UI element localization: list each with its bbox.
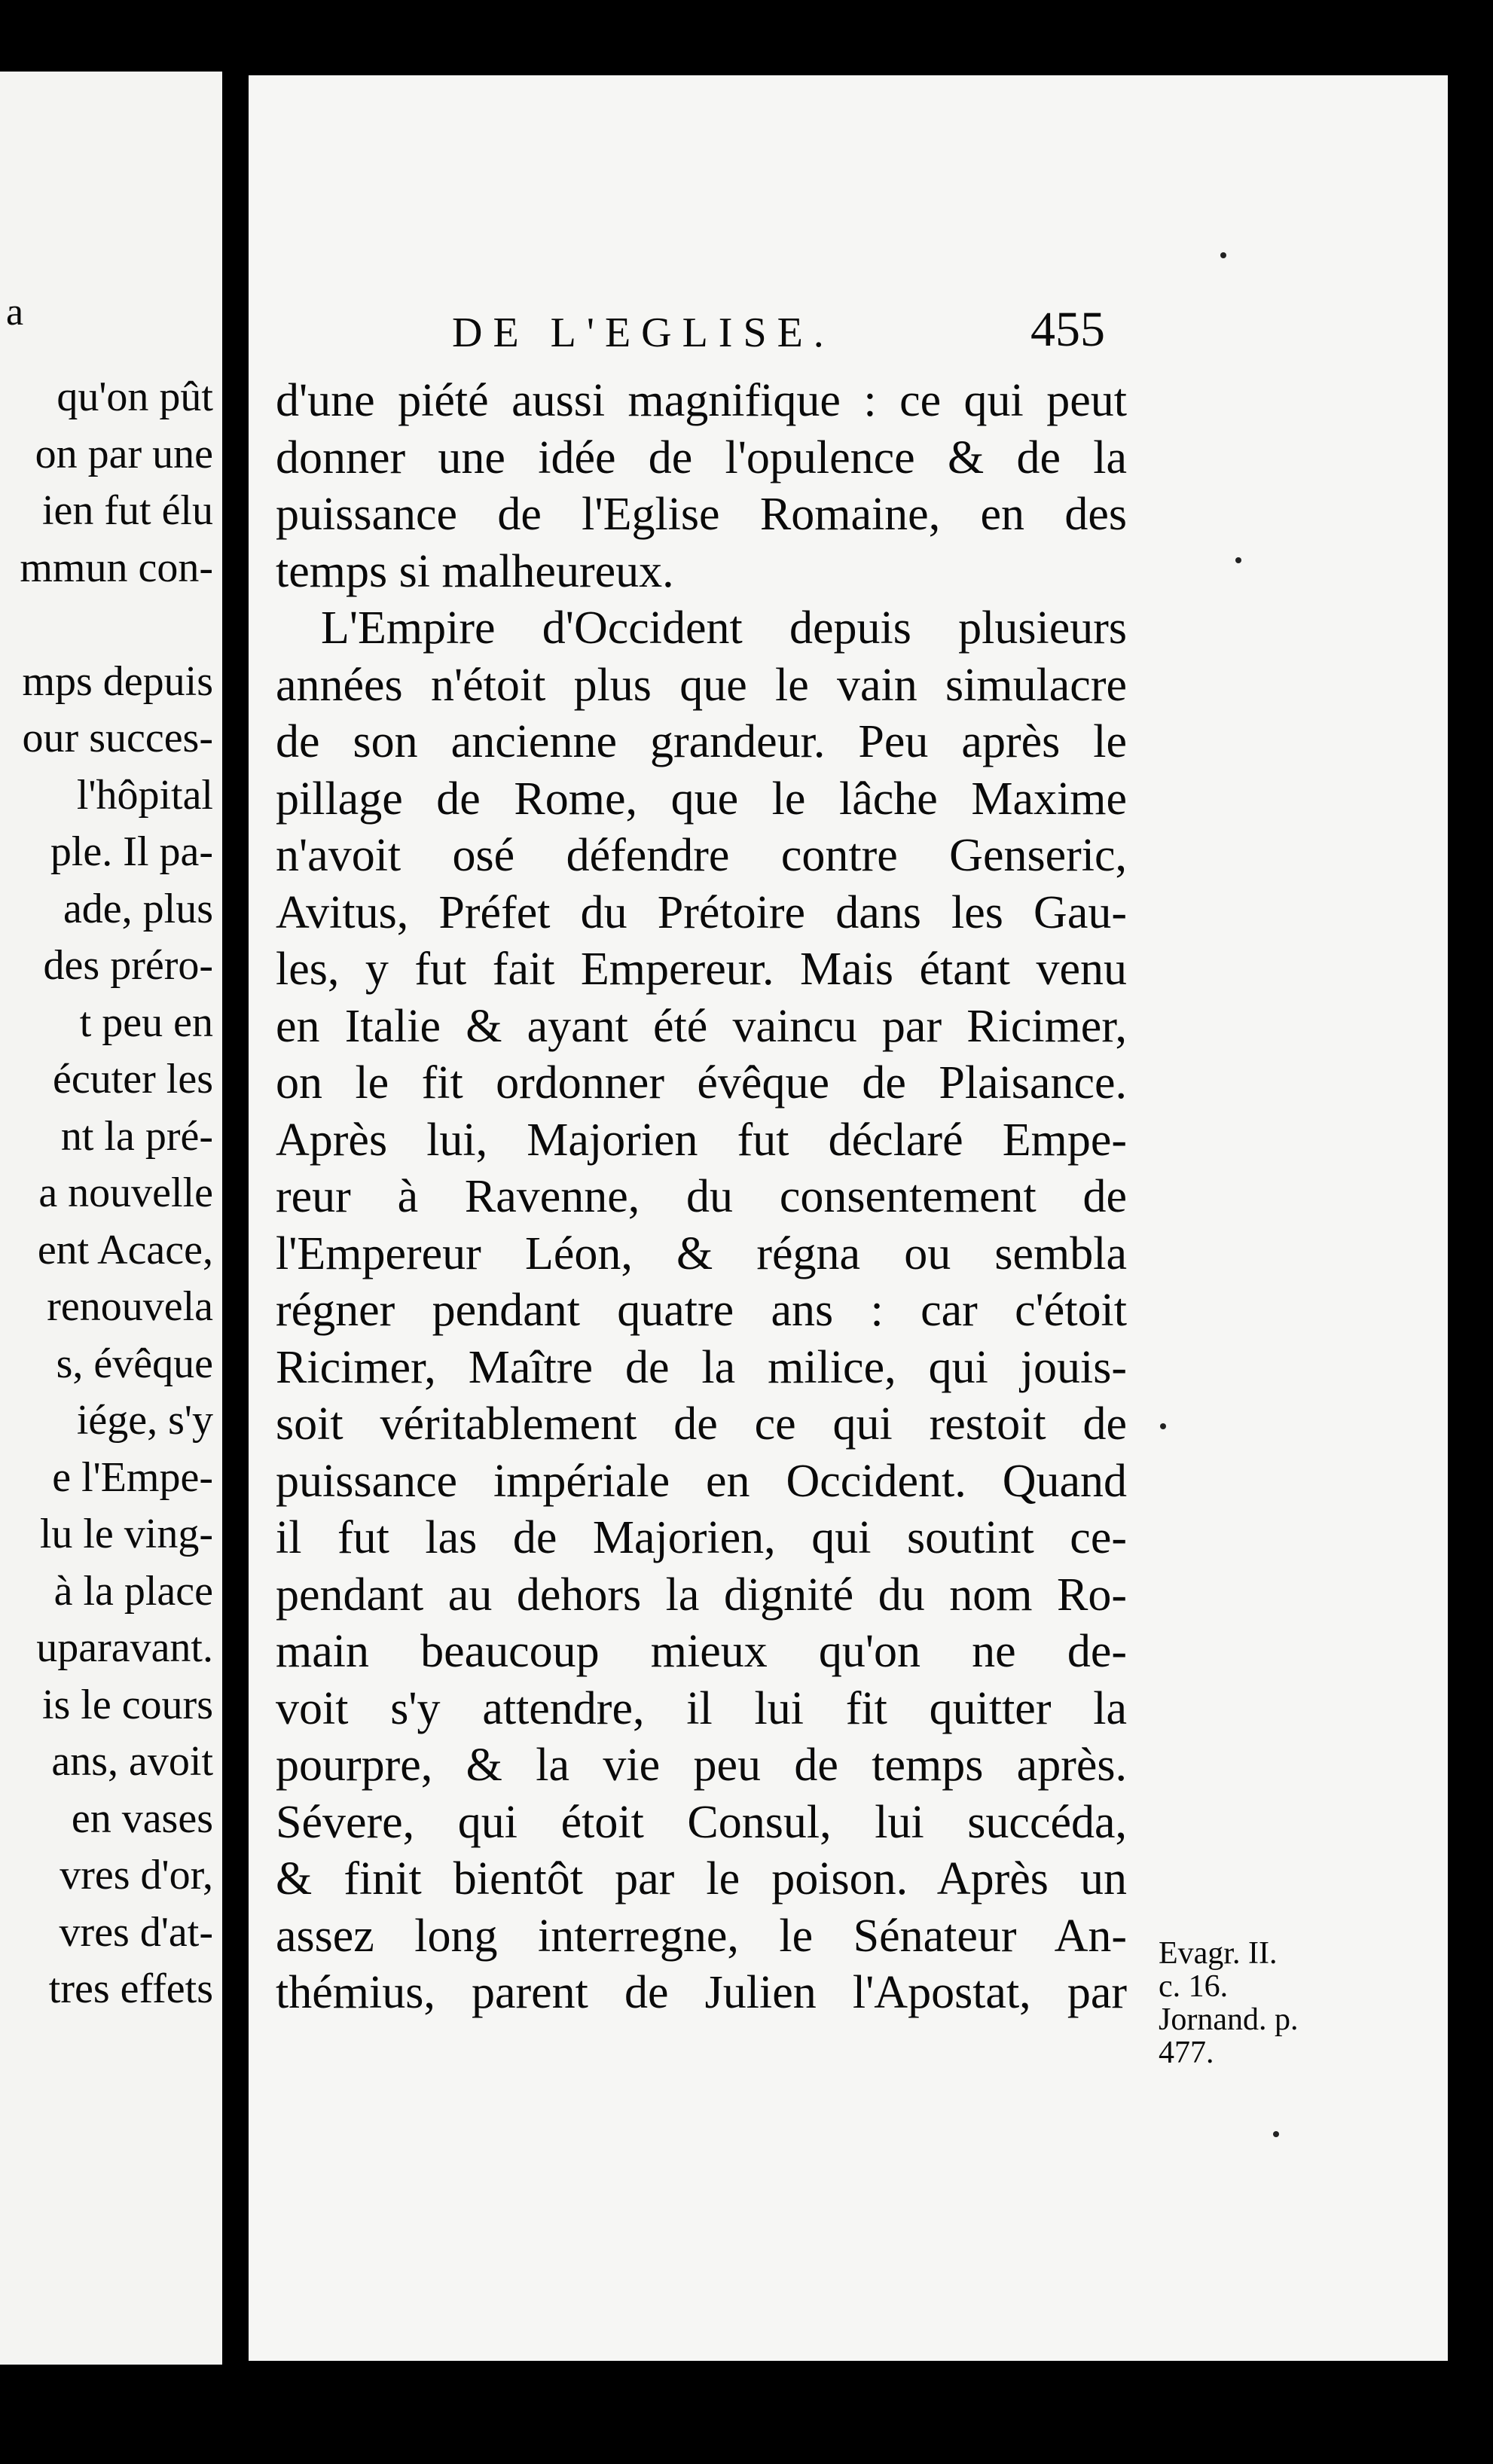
previous-page-line: tres effets (48, 1965, 213, 2012)
previous-page-line: ien fut élu (41, 487, 213, 534)
previous-page-line: vres d'at- (59, 1908, 213, 1956)
main-page (249, 75, 1448, 2361)
text-line: en Italie & ayant été vaincu par Ricimer, (276, 1000, 1127, 1052)
previous-page-line: vres d'or, (60, 1852, 213, 1898)
text-line: pourpre, & la vie peu de temps après. (276, 1740, 1127, 1791)
text-line: reur à Ravenne, du consentement de (276, 1171, 1127, 1222)
margin-note-line: c. 16. (1159, 1969, 1229, 2004)
body-text (276, 373, 1127, 2022)
previous-page-line: a nouvelle (38, 1169, 213, 1216)
text-line: les, y fut fait Empereur. Mais étant venu (276, 944, 1127, 995)
text-line: Sévere, qui étoit Consul, lui succéda, (276, 1796, 1127, 1848)
margin-note (1159, 1937, 1332, 2069)
ink-speck (1160, 1423, 1166, 1429)
previous-page-line: nt la pré- (60, 1112, 213, 1160)
previous-page-line: en vases (71, 1795, 213, 1842)
previous-page-line: ade, plus (63, 885, 213, 932)
previous-page-line: écuter les (53, 1056, 213, 1102)
text-line: pillage de Rome, que le lâche Maxime (276, 773, 1127, 825)
previous-page-line: uparavant. (36, 1624, 213, 1671)
text-line: on le fit ordonner évêque de Plaisance. (276, 1057, 1127, 1108)
previous-page-line: ple. Il pa- (50, 828, 213, 875)
margin-note-line: Evagr. II. (1159, 1936, 1278, 1971)
text-line: n'avoit osé défendre contre Genseric, (276, 830, 1127, 881)
text-line: & finit bientôt par le poison. Après un (276, 1853, 1127, 1904)
previous-page-line: s, évêque (56, 1340, 213, 1387)
previous-page-line: e l'Empe- (52, 1453, 213, 1501)
page-number: 455 (1030, 302, 1105, 357)
previous-page-corner-mark: a (6, 291, 24, 334)
previous-page-line: mmun con- (20, 544, 213, 591)
text-line: Ricimer, Maître de la milice, qui jouis- (276, 1341, 1127, 1393)
ink-speck (1273, 2131, 1279, 2137)
ink-speck (1220, 252, 1226, 258)
previous-page-line: des préro- (43, 942, 213, 989)
text-line: temps si malheureux. (276, 545, 674, 597)
text-line: pendant au dehors la dignité du nom Ro- (276, 1569, 1127, 1621)
text-line: voit s'y attendre, il lui fit quitter la (276, 1682, 1127, 1734)
text-line: régner pendant quatre ans : car c'étoit (276, 1285, 1127, 1336)
text-line: main beaucoup mieux qu'on ne de- (276, 1626, 1127, 1677)
previous-page-line: ans, avoit (51, 1738, 213, 1785)
text-line: soit véritablement de ce qui restoit de (276, 1398, 1127, 1450)
previous-page-line: iége, s'y (76, 1397, 213, 1444)
text-line: L'Empire d'Occident depuis plusieurs (321, 602, 1127, 654)
text-line: puissance de l'Eglise Romaine, en des (276, 489, 1127, 540)
text-line: d'une piété aussi magnifique : ce qui peut (276, 375, 1127, 426)
text-line: thémius, parent de Julien l'Apostat, par (276, 1967, 1127, 2018)
text-line: Après lui, Majorien fut déclaré Empe- (276, 1114, 1127, 1166)
previous-page-line: renouvela (47, 1283, 213, 1330)
margin-note-line: Jornand. p. (1159, 2002, 1299, 2037)
previous-page-line: our succes- (22, 715, 213, 761)
previous-page-line: l'hôpital (76, 771, 213, 819)
previous-page-line: lu le ving- (39, 1511, 213, 1557)
book-gutter (222, 0, 249, 2464)
previous-page-line: is le cours (41, 1681, 213, 1728)
previous-page-line: ent Acace, (37, 1226, 213, 1273)
margin-note-line: 477. (1159, 2036, 1214, 2070)
previous-page-line: on par une (35, 430, 213, 477)
text-line: puissance impériale en Occident. Quand (276, 1455, 1127, 1507)
text-line: Avitus, Préfet du Prétoire dans les Gau- (276, 886, 1127, 938)
text-line: l'Empereur Léon, & régna ou sembla (276, 1227, 1127, 1279)
previous-page (0, 72, 222, 2365)
text-line: assez long interregne, le Sénateur An- (276, 1910, 1127, 1962)
previous-page-line: qu'on pût (56, 374, 213, 420)
text-line: donner une idée de l'opulence & de la (276, 432, 1127, 483)
previous-page-line: mps depuis (22, 657, 213, 705)
previous-page-line: à la place (53, 1567, 213, 1615)
text-line: il fut las de Majorien, qui soutint ce- (276, 1512, 1127, 1563)
text-line: années n'étoit plus que le vain simulacre (276, 659, 1127, 711)
previous-page-line: t peu en (79, 999, 213, 1046)
text-line: de son ancienne grandeur. Peu après le (276, 716, 1127, 767)
ink-speck (1235, 557, 1241, 563)
running-head: DE L'EGLISE. (452, 310, 835, 356)
